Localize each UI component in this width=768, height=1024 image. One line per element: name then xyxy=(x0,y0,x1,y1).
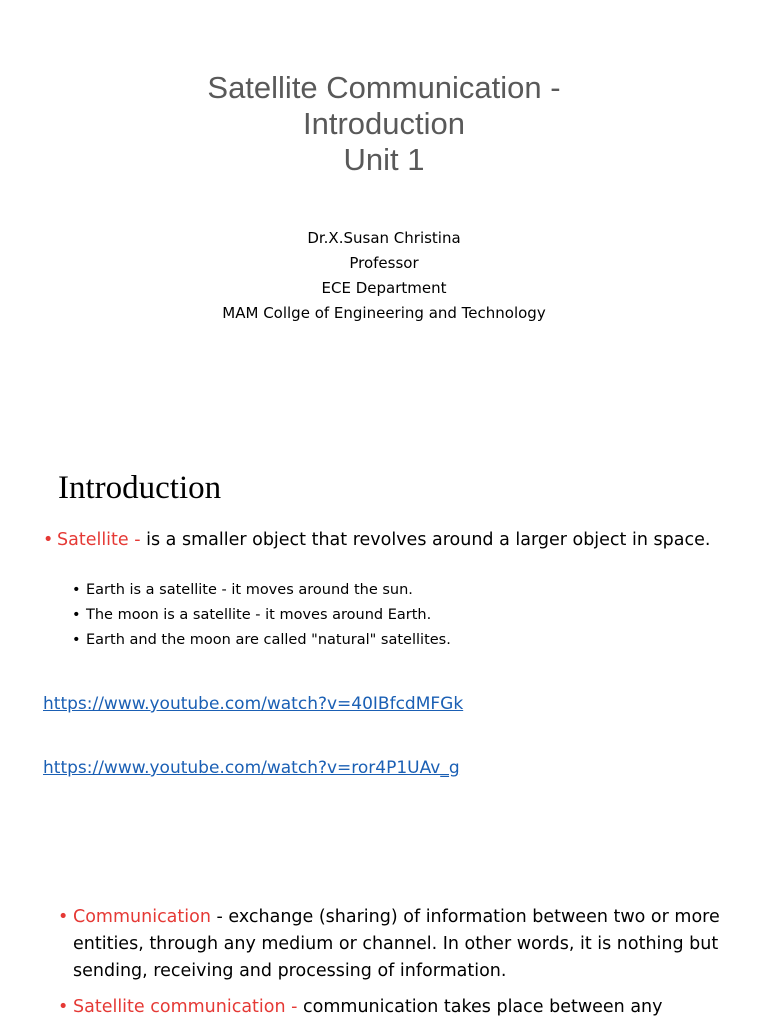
bullet-communication-text: - exchange (sharing) of information between two or more entities, through any medium or channel. In other words, it is nothing but sending, receiving and processing of information. xyxy=(73,907,720,981)
bullet-satellite-communication-text: communication takes place between any xyxy=(303,997,663,1017)
title-slide xyxy=(0,0,768,430)
bullet-icon: • xyxy=(58,997,69,1017)
term-satellite-communication: Satellite communication - xyxy=(73,997,304,1017)
slide-title xyxy=(0,70,768,178)
sub-bullet xyxy=(72,630,712,650)
author-position: Professor xyxy=(349,254,419,272)
youtube-link-2[interactable]: https://www.youtube.com/watch?v=ror4P1UAv_g xyxy=(43,758,460,778)
sub-bullet-text: Earth and the moon are called "natural" satellites. xyxy=(86,632,451,648)
term-communication: Communication xyxy=(73,907,211,927)
sub-bullet-text: Earth is a satellite - it moves around the sun. xyxy=(86,582,413,598)
title-line-2: Introduction xyxy=(303,106,465,141)
youtube-link-1[interactable]: https://www.youtube.com/watch?v=40IBfcdMFGk xyxy=(43,694,464,714)
author-institution: MAM Collge of Engineering and Technology xyxy=(222,304,546,322)
bullet-satellite-text: is a smaller object that revolves around a larger object in space. xyxy=(146,530,711,550)
bullet-satellite-communication xyxy=(58,994,728,1021)
author-block xyxy=(0,226,768,326)
bullet-icon: • xyxy=(58,907,69,927)
title-line-3: Unit 1 xyxy=(343,142,425,177)
author-name: Dr.X.Susan Christina xyxy=(307,229,461,247)
term-satellite: Satellite xyxy=(57,530,129,550)
bullet-icon: • xyxy=(72,582,81,598)
term-separator: - xyxy=(128,530,147,550)
author-department: ECE Department xyxy=(321,279,447,297)
title-line-1: Satellite Communication - xyxy=(207,70,561,105)
bullet-icon: • xyxy=(43,530,54,550)
bullet-communication xyxy=(58,904,728,985)
sub-bullet xyxy=(72,605,712,625)
sub-bullet-text: The moon is a satellite - it moves around Earth. xyxy=(86,607,432,623)
introduction-slide xyxy=(0,430,768,1024)
bullet-satellite xyxy=(43,528,723,552)
section-heading: Introduction xyxy=(58,470,222,506)
sub-bullet xyxy=(72,580,712,600)
bullet-icon: • xyxy=(72,632,81,648)
bullet-icon: • xyxy=(72,607,81,623)
